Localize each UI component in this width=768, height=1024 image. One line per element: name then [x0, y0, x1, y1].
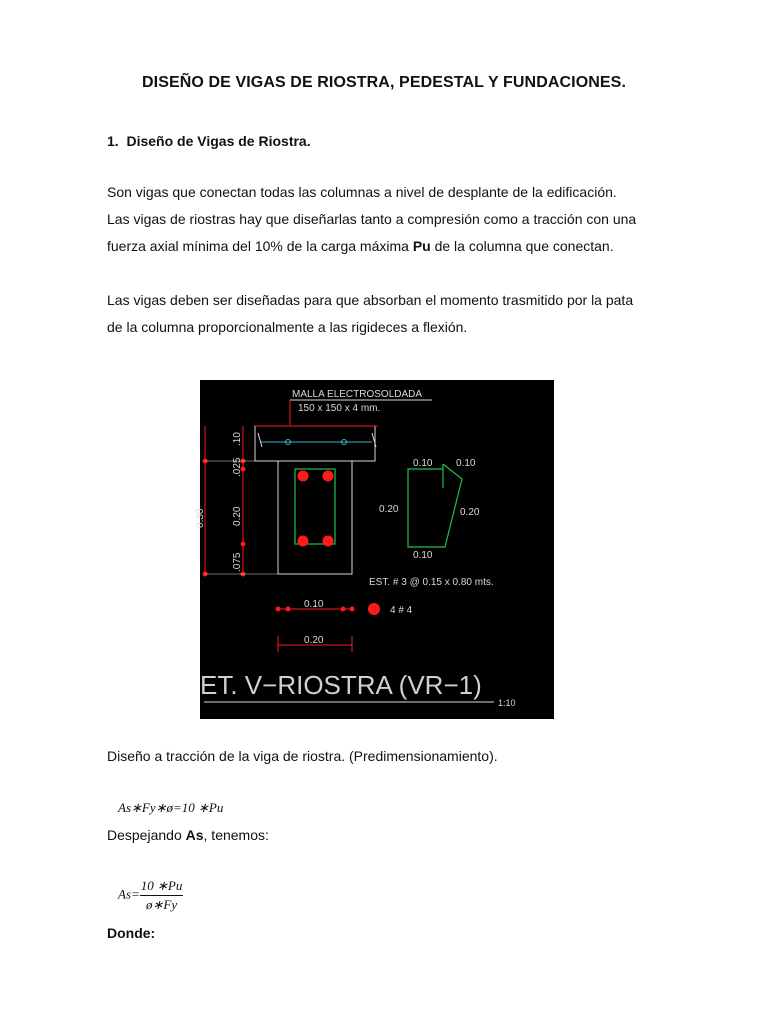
- section-number: 1.: [107, 133, 119, 149]
- stirrup-dim-label: 0.20: [379, 504, 399, 515]
- text-span: fuerza axial mínima del 10% de la carga máxima: [107, 238, 413, 254]
- rebar-legend-label: 4 # 4: [390, 605, 413, 616]
- dim-tick: [350, 607, 355, 612]
- text-span: Despejando: [107, 827, 186, 843]
- fraction-denominator: ø∗Fy: [146, 897, 178, 912]
- paragraph-line: Las vigas deben ser diseñadas para que absorban el momento trasmitido por la pata: [107, 292, 634, 308]
- paragraph-despejando: [107, 822, 707, 849]
- rebar: [323, 536, 334, 547]
- text-span: de la columna que conectan.: [430, 238, 614, 254]
- paragraph-line: [107, 233, 707, 260]
- dim-label: 0.10: [304, 599, 324, 610]
- paragraph-line: Son vigas que conectan todas las columnas a nivel de desplante de la edificación.: [107, 184, 617, 200]
- stirrup-spec: EST. # 3 @ 0.15 x 0.80 mts.: [369, 577, 494, 588]
- stirrup-dim-label: 0.20: [460, 507, 480, 518]
- rebar: [323, 471, 334, 482]
- paragraph-line: [107, 822, 707, 849]
- beam-outline: [278, 461, 352, 574]
- fraction-numerator: 10 ∗Pu: [140, 878, 184, 896]
- paragraph-traction: [107, 743, 707, 770]
- formula-equilibrium: As∗Fy∗ø=10 ∗Pu: [118, 800, 224, 815]
- text-span: , tenemos:: [203, 827, 269, 843]
- stirrup-detail: [408, 464, 462, 547]
- stirrup-dim-label: 0.10: [413, 550, 433, 561]
- scale-label: 1:10: [498, 698, 516, 708]
- paragraph-line: Diseño a tracción de la viga de riostra. (Predimensionamiento).: [107, 748, 498, 764]
- dim-label: .10: [232, 432, 243, 446]
- paragraph-line: Las vigas de riostras hay que diseñarlas tanto a compresión como a tracción con una: [107, 211, 637, 227]
- rebar: [298, 471, 309, 482]
- cad-drawing-svg: [195, 380, 554, 719]
- paragraph-intro: [107, 179, 707, 260]
- paragraph-moment: [107, 287, 707, 341]
- document-title: DISEÑO DE VIGAS DE RIOSTRA, PEDESTAL Y FUNDACIONES.: [142, 74, 626, 91]
- dim-tick: [241, 542, 246, 547]
- section-heading: [107, 133, 311, 149]
- dim-label: 0.20: [304, 635, 324, 646]
- detail-title: ET. V−RIOSTRA (VR−1): [200, 670, 482, 700]
- stirrup-dim-label: 0.10: [456, 458, 476, 469]
- slab-outline: [255, 426, 375, 461]
- paragraph-line: de la columna proporcionalmente a las rigideces a flexión.: [107, 319, 468, 335]
- break-mark-left: [258, 433, 262, 447]
- dim-label: 0.30: [195, 508, 206, 528]
- dim-label: .075: [232, 552, 243, 572]
- stirrup-dim-label: 0.10: [413, 458, 433, 469]
- donde-label: Donde:: [107, 925, 156, 941]
- rebar-legend-icon: [368, 603, 380, 615]
- dim-tick: [276, 607, 281, 612]
- rebar: [298, 536, 309, 547]
- formula-lhs: As=: [118, 886, 140, 902]
- cad-drawing: [195, 380, 554, 719]
- fraction: [140, 878, 184, 913]
- dim-label: .025: [232, 457, 243, 477]
- section-heading-text: Diseño de Vigas de Riostra.: [126, 133, 311, 149]
- dim-tick: [286, 607, 291, 612]
- mesh-dims: 150 x 150 x 4 mm.: [298, 403, 381, 414]
- dim-label: 0.20: [232, 506, 243, 526]
- bold-term-as: As: [185, 827, 204, 843]
- bold-term-pu: Pu: [412, 238, 431, 254]
- formula-as: [118, 878, 183, 913]
- dim-tick: [341, 607, 346, 612]
- mesh-label: MALLA ELECTROSOLDADA: [292, 389, 423, 400]
